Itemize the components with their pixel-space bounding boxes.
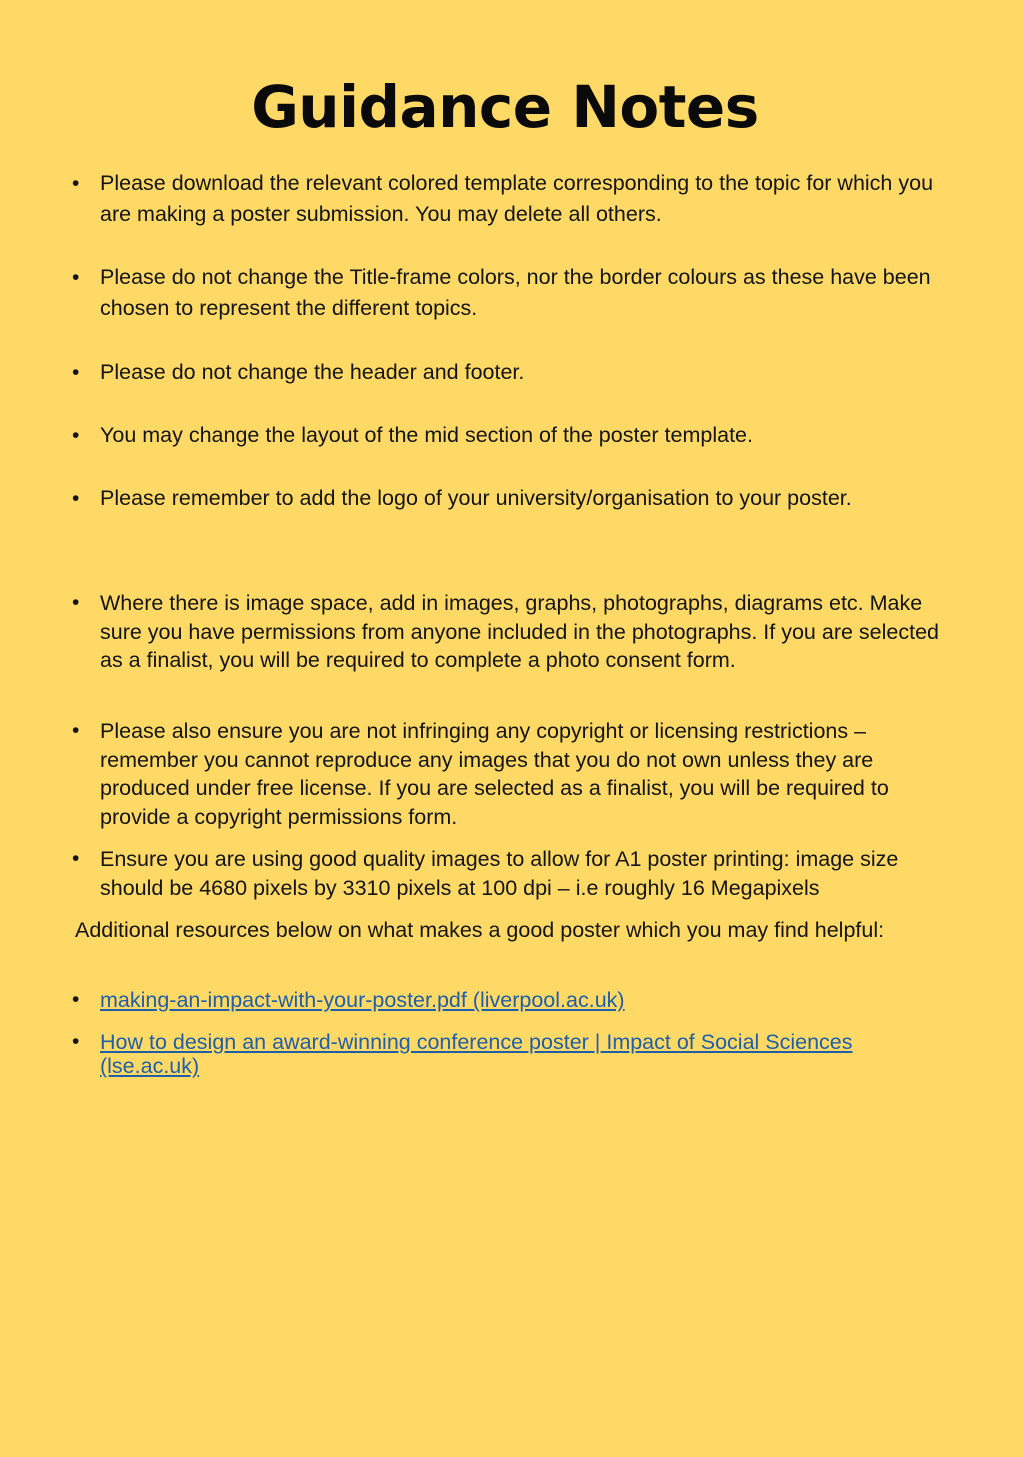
bullet-icon: •	[72, 719, 80, 742]
link-item	[72, 1030, 950, 1078]
list-item	[72, 717, 958, 831]
list-item-text: You may change the layout of the mid section of the poster template.	[100, 423, 753, 447]
resources-intro: Additional resources below on what makes a good poster which you may find helpful:	[75, 918, 885, 942]
page-title: Guidance Notes	[251, 73, 759, 141]
list-item-text: Please remember to add the logo of your university/organisation to your poster.	[100, 486, 852, 510]
list-item-text: Please do not change the header and footer.	[100, 360, 525, 384]
bullet-icon: •	[72, 424, 80, 447]
bullet-icon: •	[72, 487, 80, 510]
list-item	[72, 357, 958, 388]
list-item-text: Please do not change the Title-frame colors, nor the border colours as these have been chosen to represent the different topics.	[100, 265, 931, 320]
bullet-icon: •	[72, 847, 80, 870]
bullet-icon: •	[72, 361, 80, 384]
list-item-text: Please also ensure you are not infringing any copyright or licensing restrictions – remember you cannot reproduce any images that you do not own unless they are produced under free license. If you are selected as a finalist, you will be required to provide a copyright permissions form.	[100, 719, 889, 829]
list-item	[72, 420, 958, 451]
bullet-icon: •	[72, 988, 80, 1011]
list-item	[72, 845, 958, 902]
bullet-icon: •	[72, 591, 80, 614]
list-item	[72, 589, 958, 675]
bullet-icon: •	[72, 266, 80, 289]
list-item	[72, 168, 958, 230]
link-item	[72, 986, 958, 1015]
list-item	[72, 262, 958, 324]
list-item	[72, 483, 890, 514]
liverpool-poster-link[interactable]: making-an-impact-with-your-poster.pdf (liverpool.ac.uk)	[100, 988, 625, 1012]
bullet-icon: •	[72, 1030, 80, 1053]
list-item-text: Where there is image space, add in images, graphs, photographs, diagrams etc. Make sure you have permissions from anyone included in the photographs. If you are selected as a finalist, you will be required to complete a photo consent form.	[100, 591, 939, 672]
list-item-text: Ensure you are using good quality images to allow for A1 poster printing: image size should be 4680 pixels by 3310 pixels at 100 dpi – i.e roughly 16 Megapixels	[100, 847, 899, 900]
list-item-text: Please download the relevant colored template corresponding to the topic for which you are making a poster submission. You may delete all others.	[100, 171, 934, 226]
bullet-icon: •	[72, 172, 80, 195]
lse-poster-link[interactable]: How to design an award-winning conference poster | Impact of Social Sciences (lse.ac.uk)	[100, 1030, 853, 1078]
